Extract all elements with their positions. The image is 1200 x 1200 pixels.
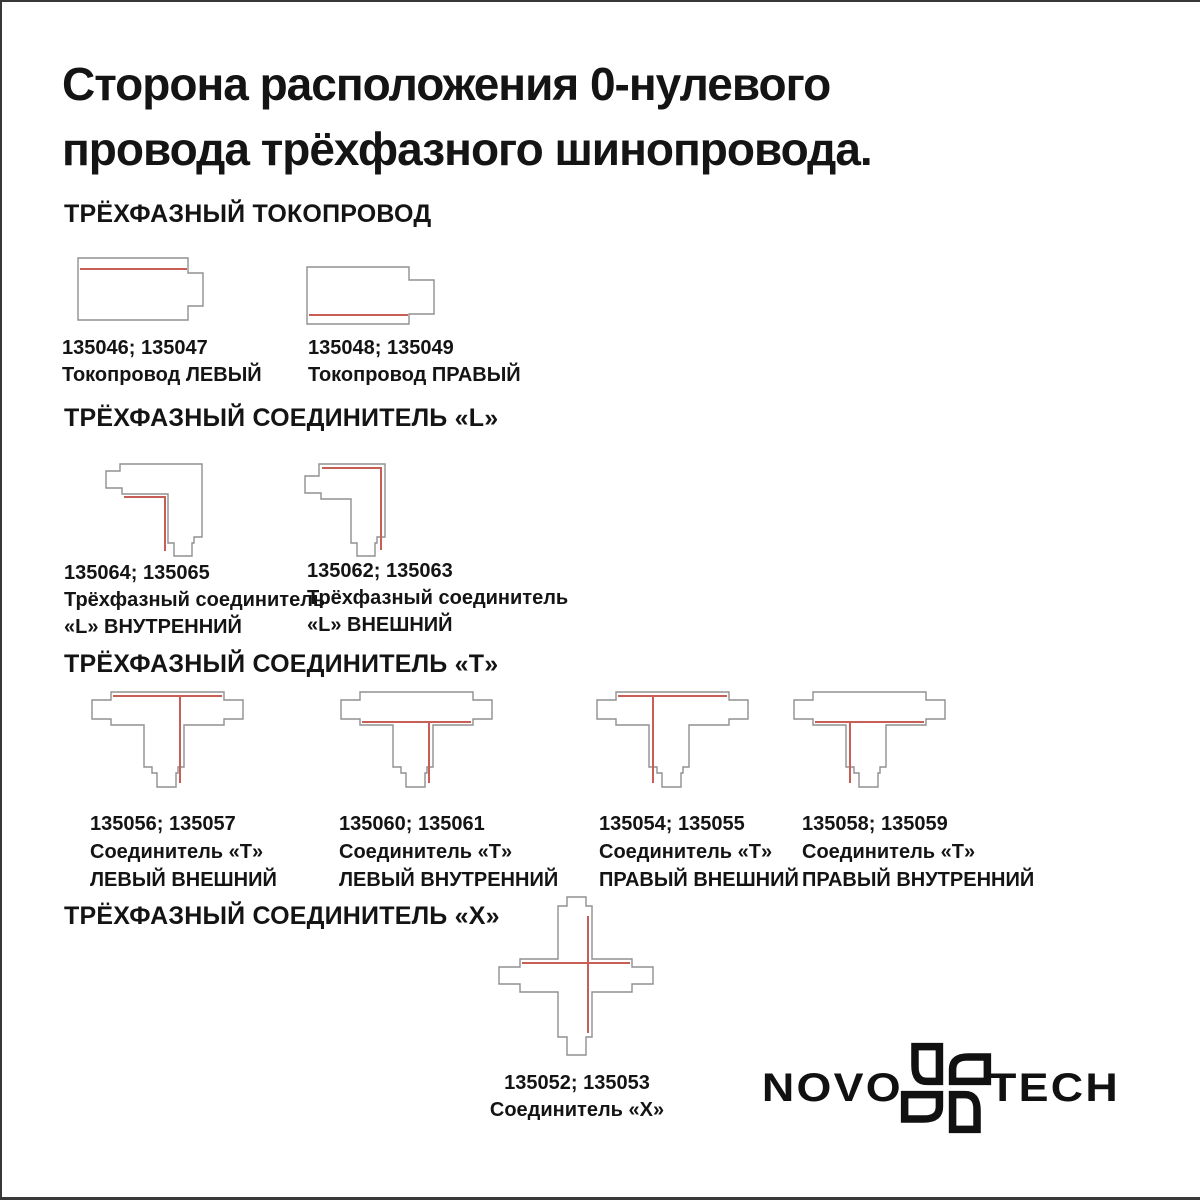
logo-wordmark-left: NOVO xyxy=(761,1065,903,1110)
item-label-t-right-inner xyxy=(802,810,1034,894)
diagram-feed-left xyxy=(72,252,212,332)
diagram-x xyxy=(492,890,662,1060)
item-name: Токопровод ПРАВЫЙ xyxy=(308,364,521,386)
item-label-t-left-inner xyxy=(339,810,558,894)
novotech-pinwheel-icon xyxy=(899,1040,993,1136)
item-name: ЛЕВЫЙ ВНУТРЕННИЙ xyxy=(339,869,559,891)
item-label-t-left-outer xyxy=(90,810,277,894)
item-name: Соединитель «Х» xyxy=(489,1099,665,1121)
section-heading-feed: ТРЁХФАЗНЫЙ ТОКОПРОВОД xyxy=(64,200,432,228)
logo-wordmark-right: TECH xyxy=(988,1065,1120,1110)
item-name: Токопровод ЛЕВЫЙ xyxy=(62,364,262,386)
item-label-l-outer xyxy=(307,558,568,639)
diagram-l-inner xyxy=(97,457,217,562)
item-codes: 135060; 135061 xyxy=(339,813,485,835)
page-title-line2: провода трёхфазного шинопровода. xyxy=(62,123,872,175)
item-name: Трёхфазный соединитель xyxy=(307,587,569,609)
diagram-t-left-outer xyxy=(90,690,250,790)
diagram-t-right-outer xyxy=(595,690,755,790)
item-codes: 135048; 135049 xyxy=(308,337,454,359)
diagram-t-right-inner xyxy=(792,690,952,790)
item-name: Соединитель «Т» xyxy=(90,841,264,863)
page-title-line1: Сторона расположения 0-нулевого xyxy=(62,58,831,110)
item-label-feed-left xyxy=(62,335,262,389)
item-name: Соединитель «Т» xyxy=(802,841,976,863)
item-codes: 135056; 135057 xyxy=(90,813,236,835)
section-heading-t: ТРЁХФАЗНЫЙ СОЕДИНИТЕЛЬ «Т» xyxy=(64,650,499,678)
item-name: Соединитель «Т» xyxy=(599,841,773,863)
diagram-t-left-inner xyxy=(339,690,499,790)
item-name: «L» ВНУТРЕННИЙ xyxy=(64,616,242,638)
item-label-l-inner xyxy=(64,560,325,641)
item-label-feed-right xyxy=(308,335,521,389)
item-codes: 135054; 135055 xyxy=(599,813,745,835)
item-label-t-right-outer xyxy=(599,810,799,894)
item-codes: 135046; 135047 xyxy=(62,337,208,359)
novotech-logo xyxy=(761,1028,1120,1148)
page-title xyxy=(62,52,872,182)
diagram-feed-right xyxy=(302,260,442,335)
item-name: Соединитель «Т» xyxy=(339,841,513,863)
section-heading-l: ТРЁХФАЗНЫЙ СОЕДИНИТЕЛЬ «L» xyxy=(64,404,499,432)
item-name: ЛЕВЫЙ ВНЕШНИЙ xyxy=(90,869,277,891)
section-heading-x: ТРЁХФАЗНЫЙ СОЕДИНИТЕЛЬ «Х» xyxy=(64,902,500,930)
item-name: Трёхфазный соединитель xyxy=(64,589,326,611)
item-codes: 135052; 135053 xyxy=(504,1072,650,1094)
item-codes: 135062; 135063 xyxy=(307,560,453,582)
item-codes: 135064; 135065 xyxy=(64,562,210,584)
item-name: ПРАВЫЙ ВНУТРЕННИЙ xyxy=(802,869,1035,891)
item-name: ПРАВЫЙ ВНЕШНИЙ xyxy=(599,869,799,891)
item-name: «L» ВНЕШНИЙ xyxy=(307,614,453,636)
item-label-x xyxy=(477,1070,677,1124)
diagram-l-outer xyxy=(298,457,418,562)
item-codes: 135058; 135059 xyxy=(802,813,948,835)
